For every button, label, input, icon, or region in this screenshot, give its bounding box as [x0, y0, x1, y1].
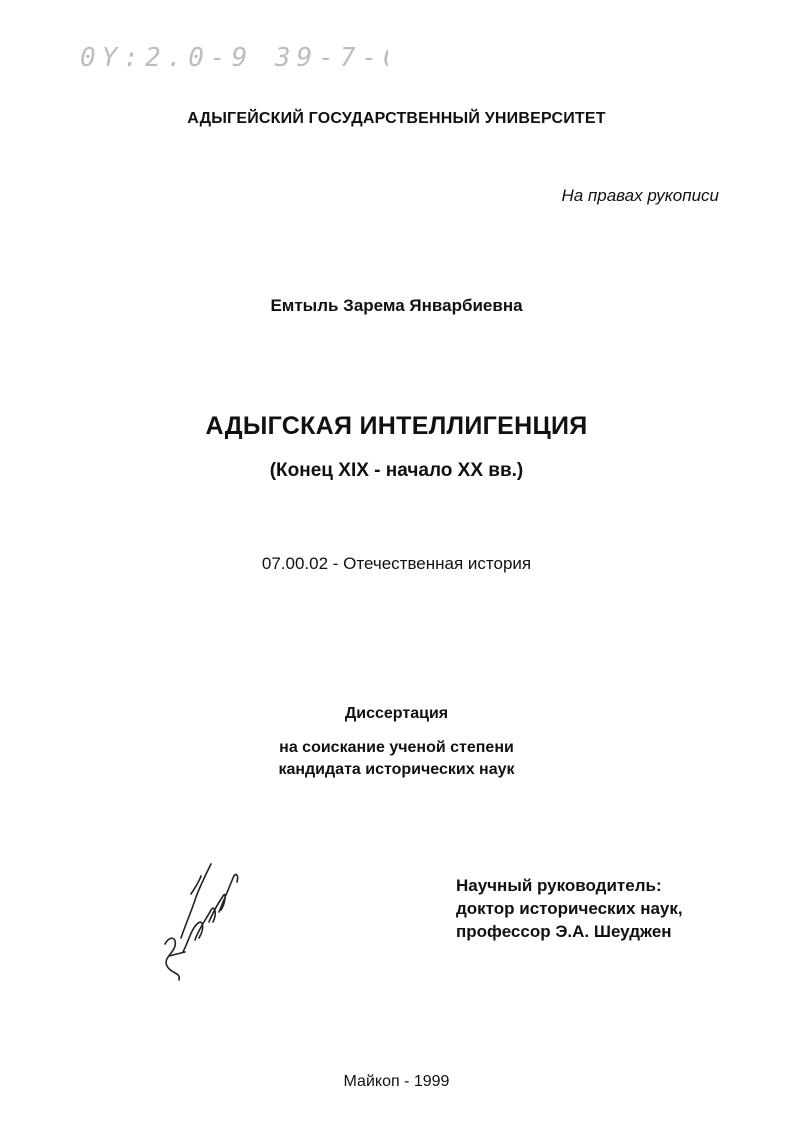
author-name: Емтыль Зарема Январбиевна	[270, 296, 523, 315]
signature-icon	[155, 848, 245, 988]
university-name: АДЫГЕЙСКИЙ ГОСУДАРСТВЕННЫЙ УНИВЕРСИТЕТ	[187, 110, 606, 127]
specialty-code: 07.00.02 - Отечественная история	[261, 554, 532, 573]
supervisor-block	[456, 874, 776, 943]
supervisor-name: профессор Э.А. Шеуджен	[456, 922, 672, 941]
degree-line-2: кандидата исторических наук	[278, 761, 515, 778]
document-type: Диссертация	[344, 705, 449, 722]
manuscript-rights-note: На правах рукописи	[561, 186, 719, 205]
svg-text:0Y:2.0-9 39-7-0: 0Y:2.0-9 39-7-0	[80, 43, 388, 73]
degree-line-1: на соискание ученой степени	[279, 739, 514, 756]
library-stamp	[78, 38, 388, 76]
dissertation-subtitle: (Конец XIX - начало XX вв.)	[269, 460, 524, 481]
city-year: Майкоп - 1999	[343, 1073, 450, 1090]
supervisor-degree: доктор исторических наук,	[456, 899, 683, 918]
supervisor-label: Научный руководитель:	[456, 876, 662, 895]
dissertation-title: АДЫГСКАЯ ИНТЕЛЛИГЕНЦИЯ	[205, 412, 588, 440]
